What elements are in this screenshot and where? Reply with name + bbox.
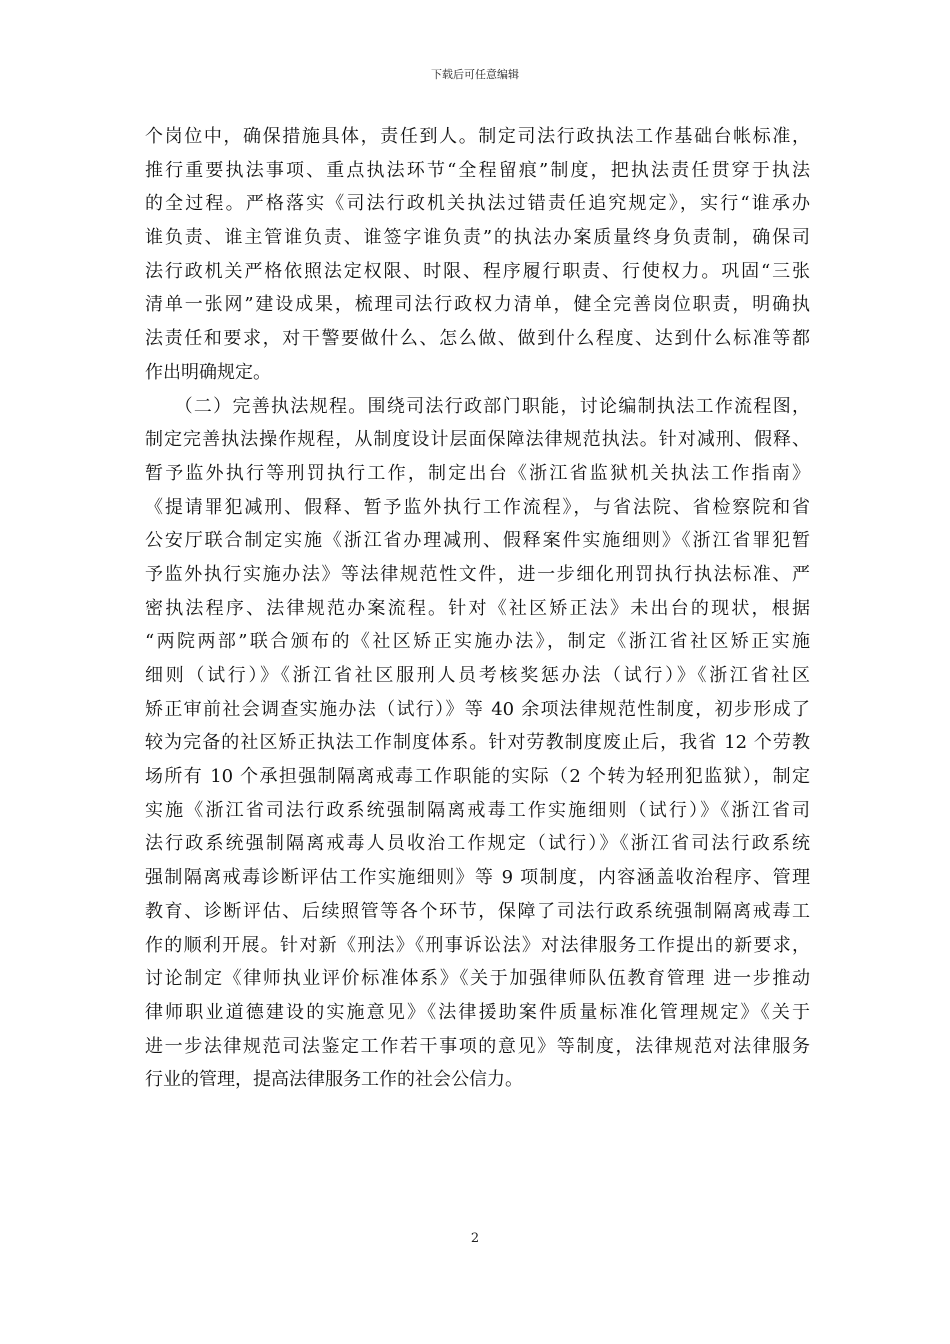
text-line: 法行政机关严格依照法定权限、时限、程序履行职责、行使权力。巩固“三张 [145, 260, 810, 282]
text-line: 教育、诊断评估、后续照管等各个环节，保障了司法行政系统强制隔离戒毒工 [145, 900, 810, 922]
text-line: 实施《浙江省司法行政系统强制隔离戒毒工作实施细则（试行）》《浙江省司 [145, 799, 810, 821]
page-number: 2 [470, 1231, 480, 1246]
text-line: 予监外执行实施办法》等法律规范性文件，进一步细化刑罚执行执法标准、严 [145, 563, 810, 585]
page-header: 下载后可任意编辑 [431, 68, 519, 81]
text-line: 个岗位中，确保措施具体，责任到人。制定司法行政执法工作基础台帐标准， [145, 126, 810, 147]
text-line: 制定完善执法操作规程，从制度设计层面保障法律规范执法。针对减刑、假释、 [145, 429, 810, 451]
text-line: 强制隔离戒毒诊断评估工作实施细则》等 9 项制度，内容涵盖收治程序、管理 [145, 867, 810, 889]
text-line: “两院两部”联合颁布的《社区矫正实施办法》，制定《浙江省社区矫正实施 [145, 631, 810, 653]
text-line: 行业的管理，提高法律服务工作的社会公信力。 [145, 1069, 523, 1091]
text-line: （二）完善执法规程。围绕司法行政部门职能，讨论编制执法工作流程图， [145, 395, 810, 417]
text-line: 的全过程。严格落实《司法行政机关执法过错责任追究规定》，实行“谁承办 [145, 193, 810, 215]
text-line: 律师职业道德建设的实施意见》《法律援助案件质量标准化管理规定》《关于 [145, 1001, 810, 1023]
text-line: 讨论制定《律师执业评价标准体系》《关于加强律师队伍教育管理 进一步推动 [145, 968, 810, 990]
text-line: 法责任和要求，对干警要做什么、怎么做、做到什么程度、达到什么标准等都 [145, 328, 810, 350]
text-line: 作的顺利开展。针对新《刑法》《刑事诉讼法》对法律服务工作提出的新要求， [145, 934, 810, 956]
text-line: 公安厅联合制定实施《浙江省办理减刑、假释案件实施细则》《浙江省罪犯暂 [145, 530, 810, 552]
text-line: 进一步法律规范司法鉴定工作若干事项的意见》等制度，法律规范对法律服务 [145, 1035, 810, 1057]
text-line: 细则（试行）》《浙江省社区服刑人员考核奖惩办法（试行）》《浙江省社区 [145, 665, 810, 686]
text-line: 清单一张网”建设成果，梳理司法行政权力清单，健全完善岗位职责，明确执 [145, 294, 810, 316]
text-line: 法行政系统强制隔离戒毒人员收治工作规定（试行）》《浙江省司法行政系统 [145, 833, 810, 855]
text-line: 作出明确规定。 [145, 361, 271, 383]
text-line: 场所有 10 个承担强制隔离戒毒工作职能的实际（2 个转为轻刑犯监狱），制定 [145, 766, 810, 788]
text-line: 暂予监外执行等刑罚执行工作，制定出台《浙江省监狱机关执法工作指南》 [145, 462, 810, 484]
text-line: 推行重要执法事项、重点执法环节“全程留痕”制度，把执法责任贯穿于执法 [145, 159, 810, 181]
text-line: 密执法程序、法律规范办案流程。针对《社区矫正法》未出台的现状，根据 [145, 597, 810, 619]
text-line: 《提请罪犯减刑、假释、暂予监外执行工作流程》，与省法院、省检察院和省 [145, 496, 810, 518]
text-line: 矫正审前社会调查实施办法（试行）》等 40 余项法律规范性制度，初步形成了 [145, 698, 810, 720]
document-body [145, 120, 810, 1097]
text-line: 较为完备的社区矫正执法工作制度体系。针对劳教制度废止后，我省 12 个劳教 [145, 732, 810, 754]
text-line: 谁负责、谁主管谁负责、谁签字谁负责”的执法办案质量终身负责制，确保司 [145, 227, 810, 249]
